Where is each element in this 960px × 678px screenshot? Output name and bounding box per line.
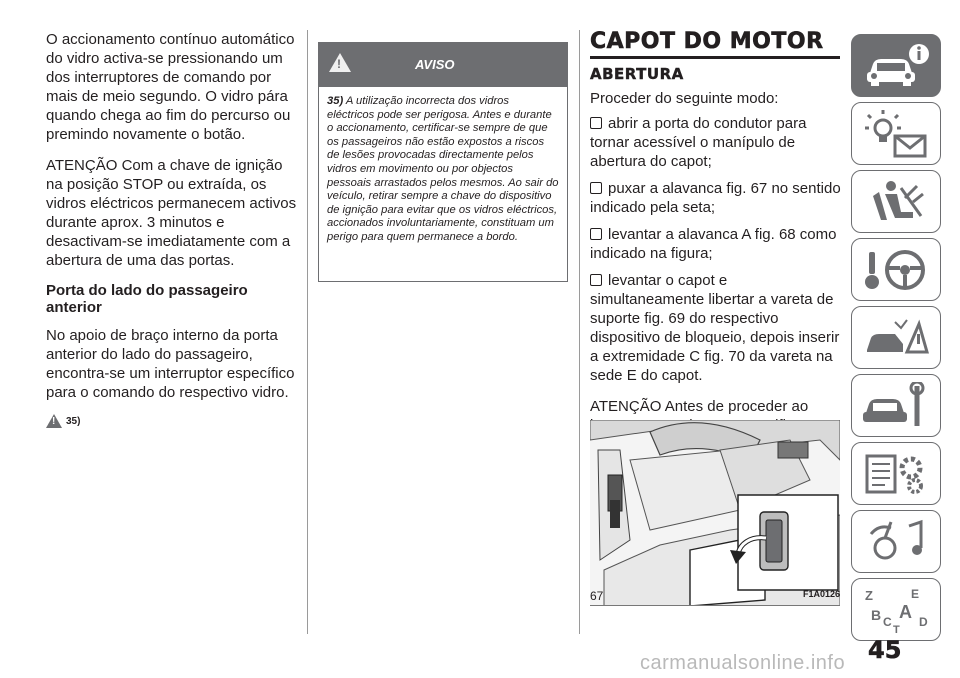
checkbox-bullet-icon [590, 228, 602, 240]
warning-box-header [319, 43, 567, 87]
list-item-text: levantar o capot e simultaneamente libertar a vareta de suporte fig. 69 do respectivo dispositivo de bloqueio, depois inserir a extremidade C fig. 70 da vareta na sede E do capot. [590, 272, 840, 384]
figure-code: F1A0126 [802, 589, 840, 599]
paragraph: ATENÇÃO Com a chave de ignição na posição STOP ou extraída, os vidros eléctricos permanecem activos durante aprox. 3 minutos e desactivam-se imediatamente com a abertura de uma das portas. [46, 157, 297, 269]
section-heading: ABERTURA [590, 65, 684, 83]
tab-car-info[interactable] [851, 34, 941, 97]
warning-triangle-icon: ! [329, 53, 351, 72]
index-letter: A [899, 601, 912, 622]
warning-text: A utilização incorrecta dos vidros eléctricos pode ser perigosa. Antes e durante o accionamento, certificar-se sempre de que os passageiros não estão expostos a riscos de lesões provocadas directamente pelos vidros em movimento ou por objectos pessoais arrastados pelos mesmos. Ao sair do veículo, retirar sempre a chave do dispositivo de ignição para evitar que os vidros eléctricos, accionados involuntariamente, constituam um perigo para quem permanece a bordo. [327, 95, 559, 243]
multimedia-icon [861, 518, 931, 566]
paragraph: Proceder do seguinte modo: [590, 90, 779, 107]
warning-reference[interactable] [46, 414, 298, 428]
warning-number: 35) [327, 95, 344, 107]
figure-image [590, 420, 840, 606]
paragraph: No apoio de braço interno da porta anterior do lado do passageiro, encontra-se um interruptor específico para o comando do respectivo vidro. [46, 327, 295, 401]
paragraph: O accionamento contínuo automático do vidro activa-se pressionando um dos interruptores de comando por mais de meio segundo. O vidro pára quando chega ao fim do percurso ou premindo novamente o botão. [46, 31, 295, 143]
index-letter: T [893, 623, 900, 634]
tab-index[interactable] [851, 578, 941, 641]
warning-box [318, 42, 568, 282]
paragraph: ATENÇÃO Antes de proceder ao [590, 398, 809, 415]
middle-column [318, 42, 568, 282]
page-title: CAPOT DO MOTOR [590, 29, 824, 54]
accident-icon [861, 314, 931, 362]
technical-data-icon [861, 450, 931, 498]
page-number: 45 [868, 636, 902, 664]
figure-number: 67 [590, 589, 604, 603]
checkbox-bullet-icon [590, 117, 602, 129]
list-item [590, 225, 842, 263]
list-item [590, 114, 842, 171]
watermark: carmanualsonline.info [640, 652, 846, 674]
index-icon [861, 586, 931, 634]
tab-car-tools[interactable] [851, 374, 941, 437]
car-info-icon [861, 42, 931, 90]
warning-box-body [319, 87, 567, 253]
figure-caption [590, 589, 840, 603]
tab-multimedia[interactable] [851, 510, 941, 573]
car-tools-icon [861, 382, 931, 430]
left-column [46, 30, 298, 428]
title-underline [590, 56, 840, 59]
checkbox-bullet-icon [590, 182, 602, 194]
warning-lights-icon [861, 110, 931, 158]
list-item-text: abrir a porta do condutor para tornar acessível o manípulo de abertura do capot; [590, 115, 807, 170]
tab-seat-airbag[interactable] [851, 170, 941, 233]
tab-warning-lights[interactable] [851, 102, 941, 165]
checkbox-bullet-icon [590, 274, 602, 286]
index-letter: E [911, 586, 920, 601]
index-letter: Z [865, 587, 873, 603]
index-letter: C [883, 614, 892, 629]
section-heading: Porta do lado do passageiro anterior [46, 282, 248, 316]
list-item-text: levantar a alavanca A fig. 68 como indicado na figura; [590, 226, 837, 262]
column-divider [579, 30, 580, 634]
list-item [590, 271, 842, 385]
dashboard-lever-illustration [590, 420, 840, 606]
index-letter: B [871, 606, 882, 623]
list-item [590, 179, 842, 217]
column-divider [307, 30, 308, 634]
index-letter: D [919, 614, 928, 629]
tab-technical-data[interactable] [851, 442, 941, 505]
steering-key-icon [861, 246, 931, 294]
warning-box-title: AVISO [415, 57, 455, 72]
warning-reference-number: 35) [66, 415, 81, 427]
warning-triangle-icon [46, 414, 62, 428]
tab-steering-key[interactable] [851, 238, 941, 301]
seat-airbag-icon [861, 178, 931, 226]
tab-accident[interactable] [851, 306, 941, 369]
list-item-text: puxar a alavanca fig. 67 no sentido indicado pela seta; [590, 180, 841, 216]
